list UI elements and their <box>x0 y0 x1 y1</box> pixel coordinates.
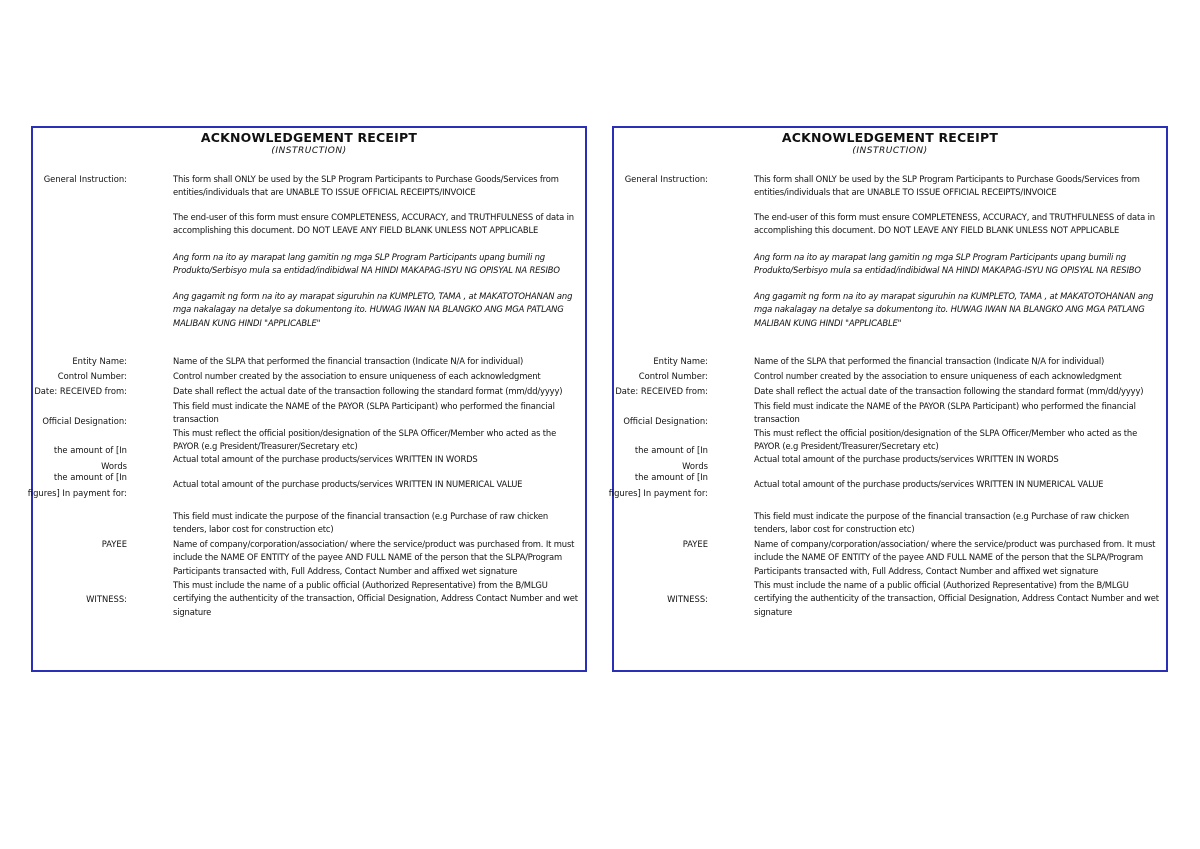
payment-for-desc: This field must indicate the purpose of the financial transaction (e.g Purchase of raw chicken tenders, labor cost for construction etc) <box>754 511 1130 535</box>
date-received-label: Date: RECEIVED from: <box>615 386 708 396</box>
amount-words-label: the amount of [In Words <box>53 445 127 471</box>
instruction-paragraph-3: Ang form na ito ay marapat lang gamitin ng mga SLP Program Participants upang bumili ng Produkto/Serbisyo mula sa entidad/indibidwal NA HINDI MAKAPAG-ISYU NG OPISYAL NA RESIBO <box>173 252 560 276</box>
receipt-subtitle: (INSTRUCTION) <box>271 146 347 156</box>
control-number-desc: Control number created by the association to ensure uniqueness of each acknowledgment <box>173 371 541 381</box>
amount-words-label: the amount of [In Words <box>634 445 708 471</box>
instruction-paragraph-4: Ang gagamit ng form na ito ay marapat siguruhin na KUMPLETO, TAMA , at MAKATOTOHANAN ang mga nakalagay na detalye sa dokumentong ito. HUWAG IWAN NA BLANGKO ANG MGA PATLANG MALIBAN KUNG HINDI "APPLICABLE" <box>754 291 1154 328</box>
entity-name-desc: Name of the SLPA that performed the financial transaction (Indicate N/A for individual) <box>754 356 1105 366</box>
date-desc: Date shall reflect the actual date of the transaction following the standard format (mm/dd/yyyy) <box>173 386 563 396</box>
receipt-subtitle: (INSTRUCTION) <box>852 146 928 156</box>
payee-desc: Name of company/corporation/association/ where the service/product was purchased from. It must include the NAME OF ENTITY of the payee AND FULL NAME of the person that the SLPA/Program Participants transacted with, Full Address, Contact Number and affixed wet signature <box>173 539 575 576</box>
entity-name-desc: Name of the SLPA that performed the financial transaction (Indicate N/A for individual) <box>173 356 524 366</box>
official-designation-label: Official Designation: <box>42 416 127 426</box>
witness-desc: This must include the name of a public official (Authorized Representative) from the B/MLGU certifying the authenticity of the transaction, Official Designation, Address Contact Number and wet signature <box>173 580 578 617</box>
date-desc: Date shall reflect the actual date of the transaction following the standard format (mm/dd/yyyy) <box>754 386 1144 396</box>
witness-label: WITNESS: <box>86 594 127 604</box>
instruction-paragraph-1: This form shall ONLY be used by the SLP Program Participants to Purchase Goods/Services from entities/individuals that are UNABLE TO ISSUE OFFICIAL RECEIPTS/INVOICE <box>173 174 559 198</box>
official-designation-label: Official Designation: <box>623 416 708 426</box>
instruction-paragraph-3: Ang form na ito ay marapat lang gamitin ng mga SLP Program Participants upang bumili ng Produkto/Serbisyo mula sa entidad/indibidwal NA HINDI MAKAPAG-ISYU NG OPISYAL NA RESIBO <box>754 252 1141 276</box>
payee-desc: Name of company/corporation/association/ where the service/product was purchased from. It must include the NAME OF ENTITY of the payee AND FULL NAME of the person that the SLPA/Program Participants transacted with, Full Address, Contact Number and affixed wet signature <box>754 539 1156 576</box>
amount-words-desc: Actual total amount of the purchase products/services WRITTEN IN WORDS <box>173 454 478 464</box>
receipt-title: ACKNOWLEDGEMENT RECEIPT <box>781 130 999 145</box>
general-instruction-label: General Instruction: <box>624 174 708 184</box>
instruction-paragraph-2: The end-user of this form must ensure COMPLETENESS, ACCURACY, and TRUTHFULNESS of data in accomplishing this document. DO NOT LEAVE ANY FIELD BLANK UNLESS NOT APPLICABLE <box>754 212 1155 236</box>
acknowledgement-receipt-left <box>27 126 587 672</box>
amount-figures-desc: Actual total amount of the purchase products/services WRITTEN IN NUMERICAL VALUE <box>754 479 1104 489</box>
control-number-label: Control Number: <box>638 371 708 381</box>
instruction-paragraph-4: Ang gagamit ng form na ito ay marapat siguruhin na KUMPLETO, TAMA , at MAKATOTOHANAN ang mga nakalagay na detalye sa dokumentong ito. HUWAG IWAN NA BLANGKO ANG MGA PATLANG MALIBAN KUNG HINDI "APPLICABLE" <box>173 291 573 328</box>
received-from-desc: This field must indicate the NAME of the PAYOR (SLPA Participant) who performed the financial transaction <box>173 401 555 425</box>
receipt-title: ACKNOWLEDGEMENT RECEIPT <box>200 130 418 145</box>
entity-name-label: Entity Name: <box>653 356 708 366</box>
control-number-label: Control Number: <box>57 371 127 381</box>
official-designation-desc: This must reflect the official position/designation of the SLPA Officer/Member who acted as the PAYOR (e.g President/Treasurer/Secretary etc) <box>173 428 557 452</box>
payee-label: PAYEE <box>101 539 127 549</box>
witness-label: WITNESS: <box>667 594 708 604</box>
general-instruction-label: General Instruction: <box>43 174 127 184</box>
instruction-paragraph-1: This form shall ONLY be used by the SLP Program Participants to Purchase Goods/Services from entities/individuals that are UNABLE TO ISSUE OFFICIAL RECEIPTS/INVOICE <box>754 174 1140 198</box>
official-designation-desc: This must reflect the official position/designation of the SLPA Officer/Member who acted as the PAYOR (e.g President/Treasurer/Secretary etc) <box>754 428 1138 452</box>
amount-words-desc: Actual total amount of the purchase products/services WRITTEN IN WORDS <box>754 454 1059 464</box>
instruction-paragraph-2: The end-user of this form must ensure COMPLETENESS, ACCURACY, and TRUTHFULNESS of data in accomplishing this document. DO NOT LEAVE ANY FIELD BLANK UNLESS NOT APPLICABLE <box>173 212 574 236</box>
entity-name-label: Entity Name: <box>72 356 127 366</box>
acknowledgement-receipt-right <box>608 126 1168 672</box>
amount-figures-label: the amount of [In figures] In payment for: <box>27 472 127 498</box>
payee-label: PAYEE <box>682 539 708 549</box>
amount-figures-label: the amount of [In figures] In payment for: <box>608 472 708 498</box>
control-number-desc: Control number created by the association to ensure uniqueness of each acknowledgment <box>754 371 1122 381</box>
date-received-label: Date: RECEIVED from: <box>34 386 127 396</box>
witness-desc: This must include the name of a public official (Authorized Representative) from the B/MLGU certifying the authenticity of the transaction, Official Designation, Address Contact Number and wet signature <box>754 580 1159 617</box>
amount-figures-desc: Actual total amount of the purchase products/services WRITTEN IN NUMERICAL VALUE <box>173 479 523 489</box>
payment-for-desc: This field must indicate the purpose of the financial transaction (e.g Purchase of raw chicken tenders, labor cost for construction etc) <box>173 511 549 535</box>
received-from-desc: This field must indicate the NAME of the PAYOR (SLPA Participant) who performed the financial transaction <box>754 401 1136 425</box>
